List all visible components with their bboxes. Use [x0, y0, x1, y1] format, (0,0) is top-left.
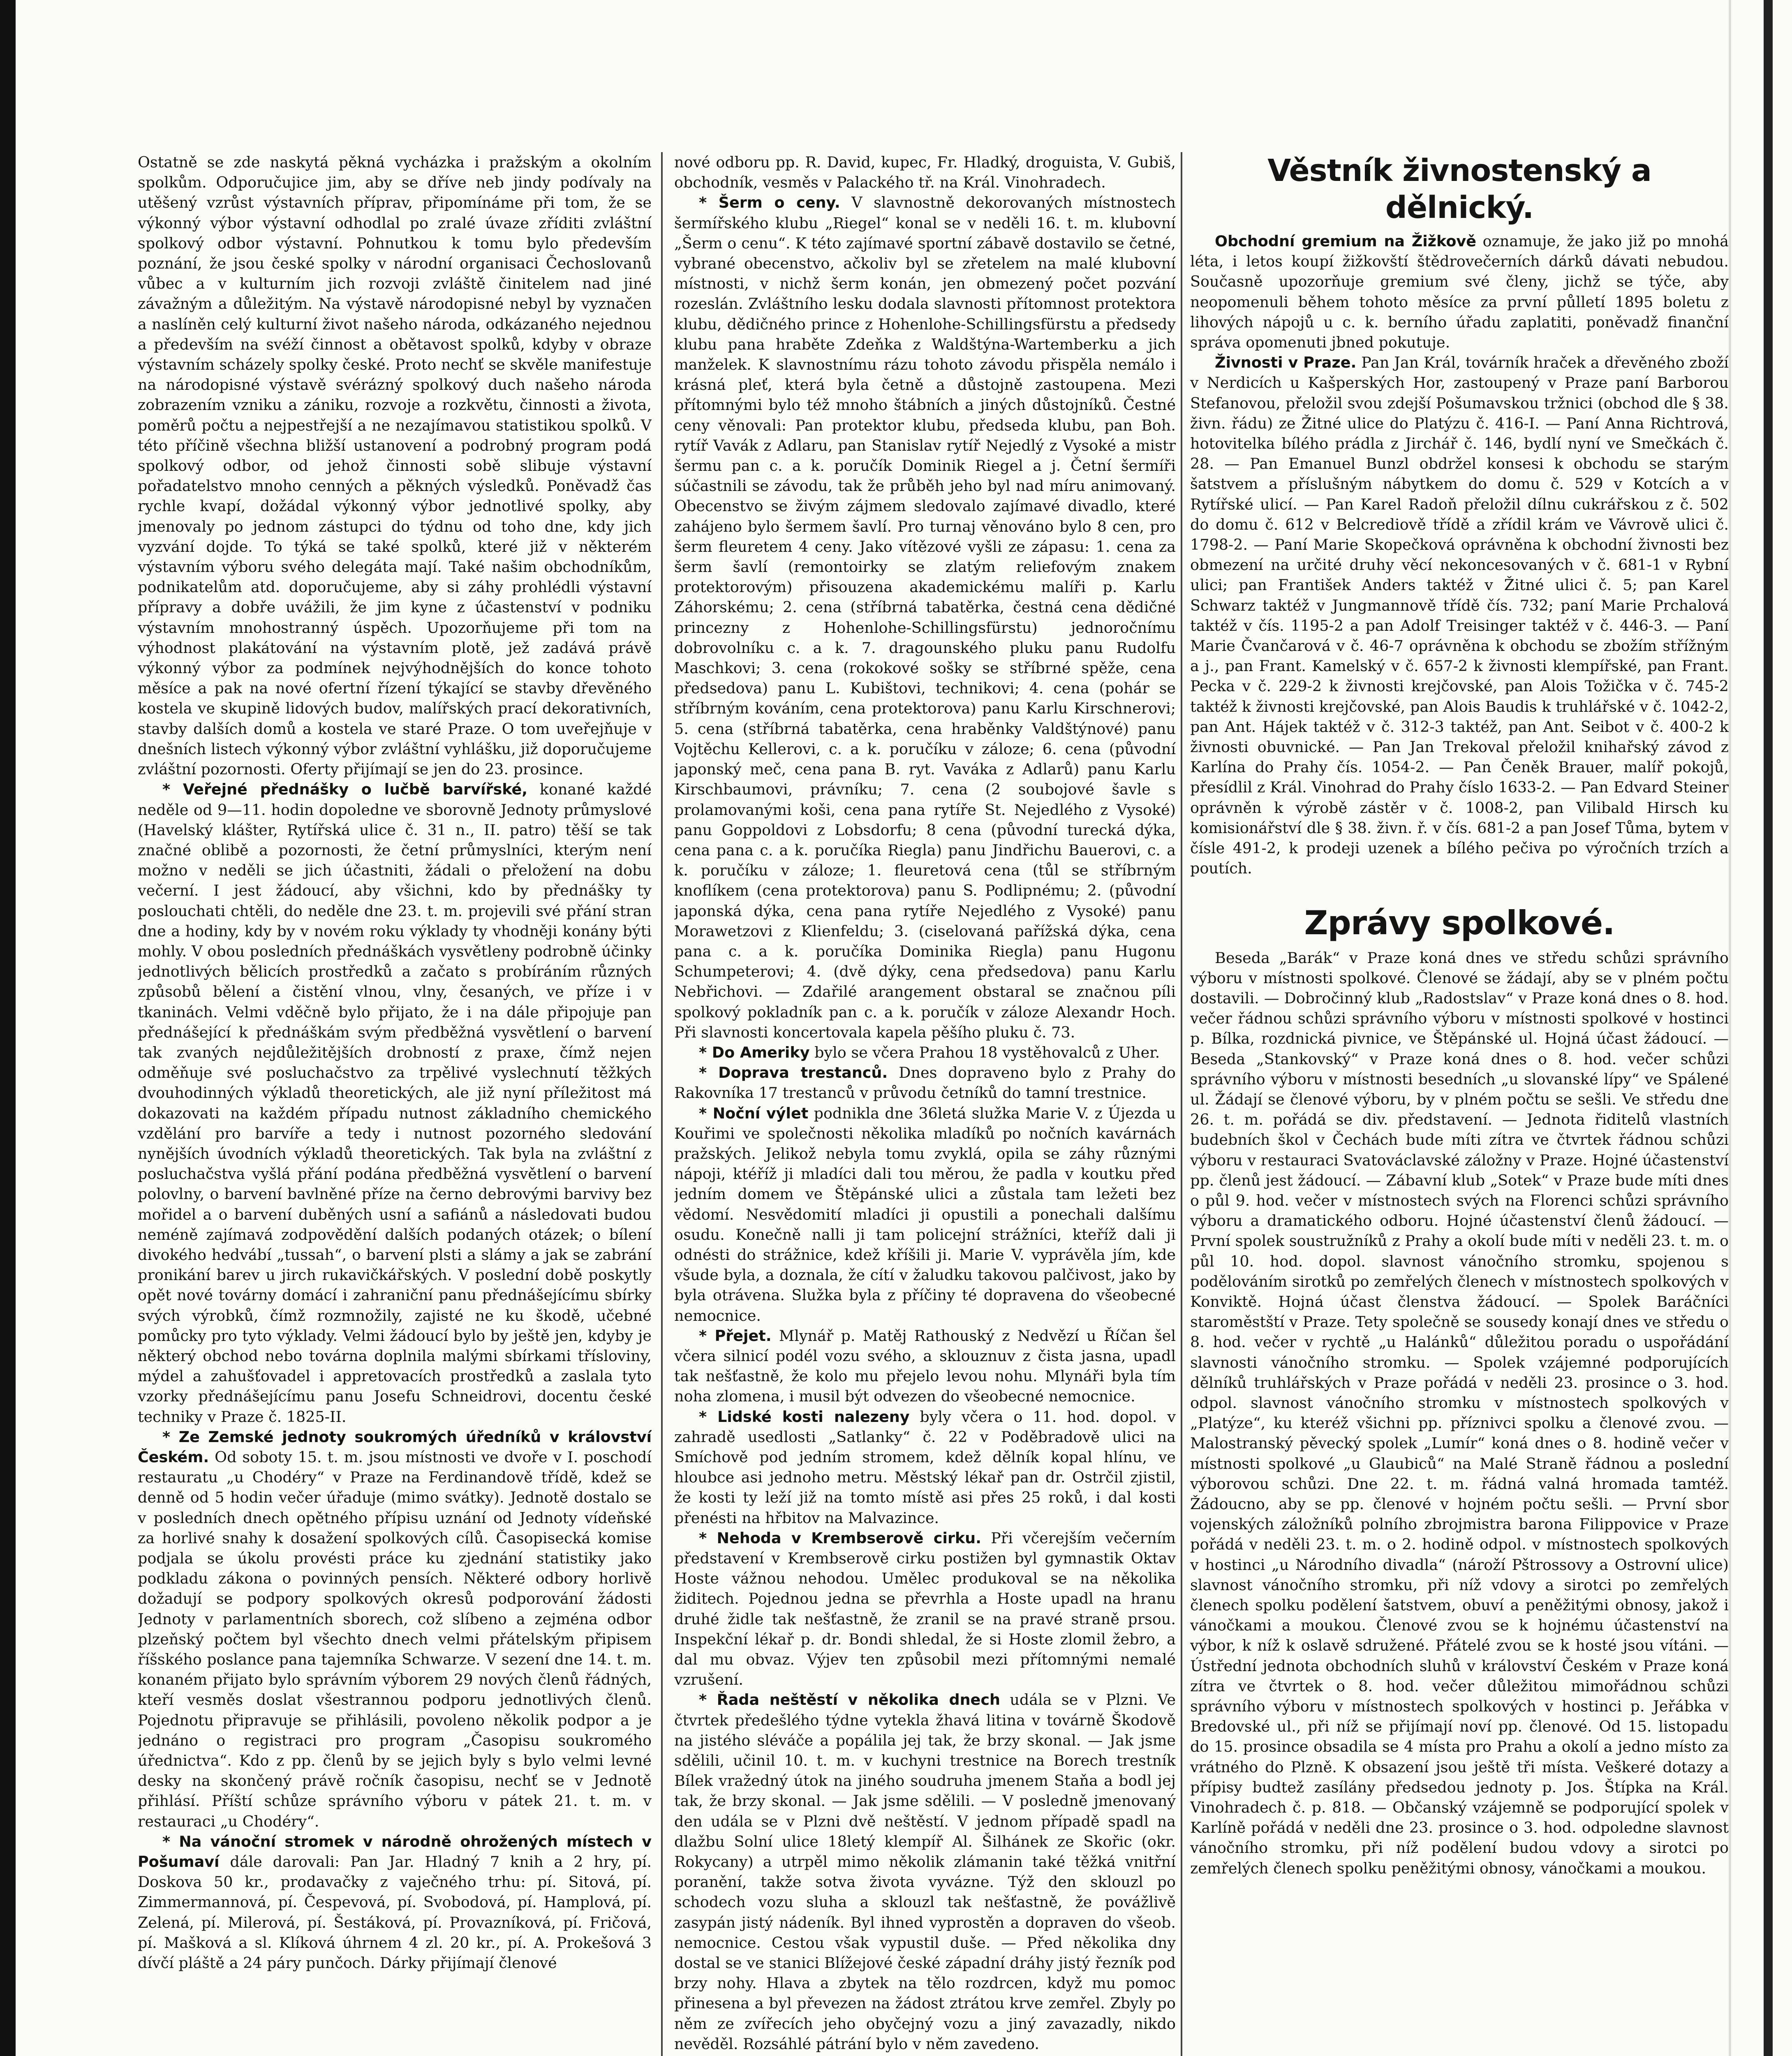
article-paragraph — [674, 1103, 1176, 1326]
article-text: oznamuje, že jako již po mnohá léta, i letos koupí žižkovští štědrovečerních dárků dávati nebudou. Současně upozorňuje gremium své členy, jichž se týče, aby neopomenuli během tohoto měsíce za první půlletí 1895 boletu z lihových nápojů u c. k. berního úřadu zaplatiti, poněvadž finanční správa opomenuti jbned pokutuje. — [1190, 232, 1729, 352]
article-text: Beseda „Barák“ v Praze koná dnes ve středu schůzi správního výboru v místnosti spolkové. Členové se žádají, aby se v plném počtu dostavili. — Dobročinný klub „Radostslav“ v Praze koná dnes o 8. hod. večer řádnou schůzi správního výboru v místnosti spolkové v hostinci p. Bílka, rozdnická pivnice, ve Štěpánské ul. Hojná účast žádoucí. — Beseda „Stankovský“ v Praze koná dnes o 8. hod. večer schůzi správního výboru v místnosti besedních „u slovanské lípy“ ve Spálené ul. Žádají se členové výboru, by v plném počtu se sešli. Ve středu dne 26. t. m. pořádá se div. představení. — Jednota řiditelů vlastních budebních škol v Čechách bude míti zítra ve čtvrtek řádnou schůzi výboru v restauraci Svatováclavské záložny v Praze. Hojné účastenství pp. členů jest žádoucí. — Zábavní klub „Sotek“ v Praze bude míti dnes o půl 9. hod. večer v místnostech svých na Florenci schůzi správního výboru a dramatického odboru. Hojné účastenství členů žádoucí. — První spolek soustružníků z Prahy a okolí bude míti v neděli 23. t. m. o půl 10. hod. dopol. slavnost vánočního stromku, spojenou s podělováním sirotků po zemřelých členech v místnostech spolkových v Konviktě. Hojná účast členstva žádoucí. — Spolek Baráčníci staroměstští v Praze. Tety společně se sousedy konají dnes ve středu o 8. hod. večer v rychtě „u Halánků“ důležitou poradu o uspořádání slavnosti vánočního stromku. — Spolek vzájemné podporujících dělníků truhlářských v Praze pořádá v neděli 23. prosince o 3. hod. odpol. slavnost vánočního stromku v místnostech spolkových v „Platýze“, ku kteréž všichni pp. příznivci spolku a členové zvou. — Malostranský pěvecký spolek „Lumír“ koná dnes o 8. hodině večer v místnosti spolkové „u Glaubiců“ na Malé Straně řádnou a poslední výborovou schůzi. Dne 22. t. m. řádná valná hromada tamtéž. Žádoucno, aby se pp. členové v hojném počtu sešli. — První sbor vojenských záložníků polního zbrojmistra barona Filippovice v Praze pořádá v neděli 23. t. m. o 2. hodině odpol. v místnostech spolkových v hostinci „u Národního divadla“ (nároží Pštrossovy a Ostrovní ulice) slavnost vánočního stromku, při níž vdovy a sirotci po zemřelých členech spolku podělení šatstvem, obuví a peněžitými obnosy, jakož i vánočkami a moukou. Členové zvou se k hojnému účastenství na výbor, k níž k oslavě sdružené. Přátelé zvou se k hosté jsou vítáni. — Ústřední jednota obchodních sluhů v království Českém v Praze koná zítra ve čtvrtek o 8. hod. večer důležitou mimořádnou schůzi správního výboru v místnostech spolkových v hostinci p. Jeřábka v Bredovské ul., při níž se přijímají noví pp. členové. Od 15. listopadu do 15. prosince obsadila se 4 místa pro Prahu a okolí a jedno místo za vrátného do Plzně. K obsazení jsou ještě tři místa. Veškeré dotazy a přípisy budtež zasílány předsedou jednoty p. Jos. Štípka na Král. Vinohradech č. p. 818. — Občanský vzájemně se podporující spolek v Karlíně pořádá v neděli dne 23. prosince o 3. hod. odpoledne slavnost vánočního stromku, při níž podělení budou vdovy a sirotci po zemřelých členech spolku peněžitými obnosy, vánočkami a moukou. — [1190, 949, 1729, 1877]
article-heading: * Veřejné přednášky o lučbě barvířské, — [162, 780, 528, 799]
article-paragraph — [1190, 231, 1729, 352]
column-rule-2 — [1181, 152, 1182, 2056]
article-paragraph — [674, 152, 1176, 192]
column-rule-1 — [661, 152, 663, 2056]
section-title-club-news: Zprávy spolkové. — [1304, 903, 1615, 942]
text-column-2 — [674, 152, 1176, 2056]
article-text: bylo se včera Prahou 18 vystěhovalců z Uher. — [814, 1043, 1160, 1061]
scan-left-border — [0, 0, 16, 2056]
article-text: nové odboru pp. R. David, kupec, Fr. Hladký, droguista, V. Gubiš, obchodník, vesměs v Palackého tř. na Král. Vinohradech. — [674, 153, 1176, 192]
article-text: dále darovali: Pan Jar. Hladný 7 knih a 2 hry, pí. Doskova 50 kr., prodavačky z vaječného trhu: pí. Sitová, pí. Zimmermannová, pí. Čespevová, pí. Svobodová, pí. Hamplová, pí. Zelená, pí. Milerová, pí. Šestáková, pí. Provazníková, pí. Fričová, pí. Mašková a sl. Klíková úhrnem 4 zl. 20 kr., pí. A. Prokešová 3 dívčí pláště a 24 páry punčoch. Dárky přijímají členové — [138, 1853, 652, 1972]
page-fold-shadow — [1729, 0, 1731, 2056]
article-text: Ostatně se zde naskytá pěkná vycházka i pražským a okolním spolkům. Odporučujice jim, aby se dříve neb jindy podívaly na utěšený vzrůst výstavních příprav, připomínáme při tom, že se výkonný výbor výstavní odhodlal po zralé úvaze zříditi zvláštní spolkový odbor výstavní. Pohnutkou k tomu bylo především poznání, že jsou české spolky v národní organisaci Čechoslovanů vůbec a v kulturním jich rozvoji zvláště činitelem nad jiné závažným a důležitým. Na výstavě národopisné nebyl by vyznačen a naslíněn celý kulturní život našeho národa, odkázaného nejednou a především na svéží činnost a obětavost spolků, kdyby v obraze výstavním scházely spolky české. Proto nechť se skvěle manifestuje na národopisné výstavě svérázný spolkový duch našeho národa zobrazením vzniku a zániku, rozvoje a rozkvětu, činnosti a života, poměrů počtu a nejpestřejší a ne nezajímavou statistikou spolků. V této příčině všechna bližší ustanovení a podrobný program podá spolkový odbor, od jehož činnosti sobě slibuje výstavní pořadatelstvo mnoho cenných a pěkných výsledků. Poněvadž čas rychle kvapí, dožádal výkonný výbor jednotlivé spolky, aby jmenovaly po jednom zástupci do týdnu od toho dne, kdy jich vyzvání dojde. To týká se také spolků, které již v některém výstavním výboru svého delegáta mají. Také našim obchodníkům, podnikatelům atd. doporučujeme, aby si záhy prohlédli výstavní přípravy a dobře uvážili, že jim kyne z účastenství v podniku výstavním mnohostranný úspěch. Upozorňujeme při tom na výhodnost plakátování na výstavním plotě, jež zadává právě výkonný výbor za podmínek nejvýhodnějších do konce tohoto měsíce a pak na nové ofertní řízení týkající se stavby dřevěného kostela ve skupině lidových budov, malířských prací dekorativních, stavby dalších domů a kostela ve staré Praze. O tom uveřejňuje v dnešních listech výkonný výbor zvláštní vyhlášku, již doporučujeme zvláštní pozornosti. Oferty přijímají se jen do 23. prosince. — [138, 153, 652, 778]
article-text: konané každé neděle od 9—11. hodin dopoledne ve sborovně Jednoty průmyslové (Havelský klášter, Rytířská ulice č. 31 n., II. patro) těší se tak značné oblibě a pozornosti, že četní průmyslníci, kterým není možno v neděli se jich účastniti, žádali o přeložení na dobu večerní. I jest žádoucí, aby všichni, kdo by přednášky ty poslouchati chtěli, do neděle dne 23. t. m. projevili své přání stran dne a hodiny, kdy by v novém roku výklady ty vhodněji konány býti mohly. V obou posledních přednáškách vysvětleny podrobně účinky jednotlivých bělicích prostředků a začato s probíráním různých způsobů bělení a čistění vlnou, vlny, česaných, ve příze i v tkaninách. Velmi vděčně bylo přijato, že i na dále připojuje pan přednášející k přednáškám svým předběžná vysvětlení o barvení tak zvaných nejdůležitějších drobností z praxe, čímž nejen odměňuje své posluchačstvo za trpělivé vyslechnutí těžkých dvouhodinných výkladů theoretických, ale již nyní příležitost má dokazovati na každém případu nutnost základního chemického vzdělání pro barvíře a tedy i nutnost pozorného sledování nynějších úvodních výkladů theoretických. Tak byla na zvláštní z posluchačstva vyšlá přání podána předběžná vysvětlení o barvení polovlny, o barvení bavlněné příze na černo debrovými barvivy bez mořidel a o barvení duběných usní a safiánů a následovati budou neméně zajímavá zodpovědění dalších podaných otázek; o bílení divokého hedvábí „tussah“, o barvení plsti a slámy a jak se zabrání pronikání barev u jirch rukavičkářských. V poslední době poskytly opět nové továrny domácí i zahraniční panu přednášejícímu sbírky svých výrobků, čímž rozmnožily, zajisté ne ku škodě, učebné pomůcky pro tyto výklady. Velmi žádoucí bylo by ještě jen, kdyby je některý obchod nebo továrna doplnila malými sbírkami třísloviny, mýdel a zahušťovadel i appretovacích prostředků a zaslala tyto vzorky přednášejícímu panu Josefu Schneidrovi, docentu české techniky v Praze č. 1825-II. — [138, 780, 652, 1426]
section-title-trade-news: Věstník živnostenský a dělnický. — [1267, 153, 1651, 225]
article-text: Dnes dopraveno bylo z Prahy do Rakovníka 17 trestanců v průvodu četníků do tamní trestnice. — [674, 1064, 1176, 1102]
text-column-1 — [138, 152, 652, 2056]
article-heading: * Doprava trestanců. — [699, 1064, 888, 1082]
article-paragraph — [674, 192, 1176, 1042]
article-heading: * Šerm o ceny. — [699, 194, 840, 212]
article-paragraph — [138, 1427, 652, 1831]
article-heading: * Nehoda v Krembserově cirku. — [699, 1529, 981, 1547]
article-heading: * Na vánoční stromek v národně ohrožených místech v Pošumaví — [138, 1832, 652, 1871]
article-heading: * Přejet. — [699, 1327, 772, 1345]
article-paragraph — [674, 1690, 1176, 2054]
article-heading: * Řada neštěstí v několika dnech — [699, 1691, 1000, 1709]
article-text: Mlynář p. Matěj Rathouský z Nedvězí u Říčan šel včera silnicí podél vozu svého, a sklouznuv z čista jasna, upadl tak nešťastně, že kolo mu přejelo levou nohu. Mlynáři byla tím noha zlomena, i musil být odvezen do všeobecné nemocnice. — [674, 1327, 1176, 1405]
article-heading: Obchodní gremium na Žižkově — [1215, 232, 1476, 250]
article-heading: * Lidské kosti nalezeny — [699, 1408, 910, 1426]
article-paragraph — [1190, 948, 1729, 1878]
article-heading: * Ze Zemské jednoty soukromých úředníků v království Českém. — [138, 1428, 652, 1466]
article-text: Pan Jan Král, továrník hraček a dřevěného zboží v Nerdicích u Kašperských Hor, zastoupený v Praze paní Barborou Stefanovou, přeložil svou zdejší Pošumavskou tržnici (obchod dle § 38. živn. řádu) ze Žitné ulice do Platýzu č. 416-I. — Paní Anna Richtrová, hotovitelka bílého prádla z Jirchář č. 146, bydlí nyní ve Smečkách č. 28. — Pan Emanuel Bunzl obdržel konsesi k obchodu se starým šatstvem a příslušným nábytkem do domu č. 529 v Kotcích a v Rytířské ulicí. — Pan Karel Radoň přeložil dílnu cukrářskou z č. 502 do domu č. 612 v Belcrediově třídě a zřídil krám ve Vávrově ulici č. 1798-2. — Paní Marie Skopečková oprávněna k obchodní živnosti bez obmezení na určité druhy věcí nekoncesovaných v č. 681-1 v Rybní ulici; pan František Anders taktéž v Žitné ulici č. 5; pan Karel Schwarz taktéž v Jungmannově třídě čís. 732; paní Marie Prchalová taktéž v čís. 1195-2 a pan Adolf Treisinger taktéž v č. 446-3. — Paní Marie Čvančarová v č. 46-7 oprávněna k obchodu se zbožím střížným a j., pan Frant. Kamelský v č. 657-2 k živnosti klempířské, pan Frant. Pecka v č. 229-2 k živnosti krejčovské, pan Alois Tožička v č. 745-2 taktéž k živnosti krejčovské, pan Alois Baudis k truhlářské v č. 1042-2, pan Ant. Hájek taktéž v č. 312-3 taktéž, pan Ant. Seibot v č. 400-2 k živnosti obuvnické. — Pan Jan Trekoval přeložil knihařský závod z Karlína do Prahy čís. 1054-2. — Pan Čeněk Brauer, malíř pokojů, přesídlil z Král. Vinohrad do Prahy číslo 1633-2. — Pan Edvard Steiner oprávněn k výrobě zástěr v č. 1008-2, pan Vilibald Hirsch ku komisionářství dle § 38. živn. ř. v čís. 681-2 a pan Josef Tůma, bytem v čísle 491-2, k prodeji uzenek a bílého pečiva po výročních trzích a poutích. — [1190, 354, 1729, 878]
article-text: byly včera o 11. hod. dopol. v zahradě usedlosti „Satlanky“ č. 22 v Poděbradově ulici na Smíchově pod jedním stromem, kdež dělník kopal hlínu, ve hloubce asi jednoho metru. Městský lékař pan dr. Ostrčil zjistil, že kosti ty leží již na tomto místě asi přes 25 roků, i dal kosti přenésti na hřbitov na Malvazince. — [674, 1408, 1176, 1527]
text-column-3 — [1190, 152, 1729, 2056]
article-text: V slavnostně dekorovaných místnostech šermířského klubu „Riegel“ konal se v neděli 16. t. m. klubovní „Šerm o cenu“. K této zajímavé sportní zábavě dostavilo se četné, vybrané obecenstvo, ačkoliv byl se zřetelem na malé klubovní místnosti, v nichž šerm konán, jen obmezený počet pozvání rozeslán. Zvláštního lesku dodala slavnosti přítomnost protektora klubu, dědičného prince z Hohenlohe-Schillingsfürstu a předsedy klubu pana hraběte Zdeňka z Waldštýna-Wartemberku a jich manželek. K slavnostnímu rázu tohoto závodu přispěla nemálo i krásná pleť, která byla četně a důstojně zastoupena. Mezi přítomnými bylo též mnoho štábních a jiných důstojníků. Čestné ceny věnovali: Pan protektor klubu, předseda klubu, pan Boh. rytíř Vavák z Adlaru, pan Stanislav rytíř Nejedlý z Vysoké a mistr šermu pan c. a k. poručík Dominik Riegel a j. Četní šermíři súčastnili se závodu, tak že průběh jeho byl nad míru animovaný. Obecenstvo se živým zájmem sledovalo zajímavé divadlo, které zahájeno bylo šermem šavlí. Pro turnaj věnováno bylo 8 cen, pro šerm fleuretem 4 ceny. Jako vítězové vyšli ze zápasu: 1. cena za šerm šavlí (remontoirky se zlatým reliefovým znakem protektorovým) přisouzena akademickému malíři p. Karlu Záhorskému; 2. cena (stříbrná tabatěrka, čestná cena dědičné princezny z Hohenlohe-Schillingsfürstu) jednoročnímu dobrovolníku c. a k. 7. dragounského pluku panu Rudolfu Maschkovi; 3. cena (rokokové sošky se stříbrné spěže, cena předsedova) panu L. Kubištovi, technikovi; 4. cena (pohár se stříbrným kováním, cena protektorova) panu Karlu Kirschnerovi; 5. cena (stříbrná tabatěrka, cena hraběnky Valdštýnové) panu Vojtěchu Kellerovi, c. a k. poručíku v záloze; 6. cena (původní japonský meč, cena pana B. ryt. Vaváka z Adlarů) panu Karlu Kirschbaumovi, právníku; 7. cena (2 soubojové šavle s prolamovanými koši, cena pana rytíře St. Nejedlého z Vysoké) panu Goppoldovi z Lobsdorfu; 8 cena (původní turecká dýka, cena pana c. a k. poručíka Riegla) panu Jindřichu Bauerovi, c. a k. poručíku v záloze; 1. fleuretová cena (tůl se stříbrným knoflíkem (cena protektorova) panu S. Podlipnému; 2. (původní japonská dýka, cena pana rytíře Nejedlého z Vysoké) panu Morawetzovi z Klienfeldu; 3. (ciselovaná pařížská dýka, cena pana c. a k. poručíka Dominika Riegla) panu Hugonu Schumpeterovi; 4. (dvě dýky, cena předsedova) panu Karlu Nebřichovi. — Zdařilé arangement obstaral se značnou píli spolkový pokladník pan c. a k. poručík v záloze Alexandr Hoch. Při slavnosti koncertovala kapela pěšího pluku č. 73. — [674, 194, 1176, 1041]
article-paragraph — [138, 1831, 652, 1973]
article-paragraph — [674, 1326, 1176, 1407]
article-paragraph — [1190, 352, 1729, 878]
article-heading: * Noční výlet — [699, 1104, 809, 1122]
article-paragraph — [138, 779, 652, 1427]
article-text: podnikla dne 36letá služka Marie V. z Újezda u Kouřimi ve společnosti několika mladíků po nočních kavárnách pražských. Jelikož nebyla tomu zvyklá, opila se záhy různými nápoji, ktéříž ji mladíci dali tou měrou, že padla v koutku před jedním domem ve Štěpánské ulici a zůstala tam ležeti bez vědomí. Nesvědomití mladíci ji opustili a ponechali dalšímu osudu. Konečně nalli ji tam policejní strážníci, kteříž dali ji odnésti do strážnice, kdež kříšili ji. Marie V. vyprávěla jím, kde všude byla, a doznala, že cítí v žaludku takovou palčivost, jako by byla otrávena. Služka byla z příčiny té dopravena do všeobecné nemocnice. — [674, 1104, 1176, 1324]
article-paragraph — [674, 1407, 1176, 1528]
scan-right-border — [1764, 0, 1773, 2056]
article-paragraph — [138, 152, 652, 779]
article-text: Od soboty 15. t. m. jsou místnosti ve dvoře v I. poschodí restauratu „u Chodéry“ v Praze na Ferdinandově třídě, kdež se denně od 5 hodin večer úřaduje (mimo svátky). Jednotě dostalo se v posledních dnech opětného přípisu uznání od Jednoty vídeňské za horlivé snahy k dosažení spolkových cílů. Časopisecká komise podjala se úkolu provésti práce ku zjednání statistiky jako podkladu zákona o povinných pensích. Některé odbory horlivě dožadují se podpory spolkových okresů podporování žádosti Jednoty v parlamentních sborech, což slíbeno a zejména odbor plzeňský počtem byl všechto dnech velmi přátelským připisem říšského poslance pana tajemníka Schwarze. V sezení dne 14. t. m. konaném přijato bylo správním výborem 29 nových členů řádných, kteří vesměs doslat všestrannou podporu jednotlivých členů. Pojednotu připravuje se přihlásili, povoleno několik podpor a je jednáno o registraci pro program „Časopisu soukromého úřednictva“. Kdo z pp. členů by se jejich byly s bylo velmi levné desky na skončený právě ročník časopisu, nechť se v Jednotě přihlásí. Příští schůze správního výboru v pátek 21. t. m. v restauraci „u Chodéry“. — [138, 1448, 652, 1830]
article-text: Při včerejším večerním představení v Krembserově cirku postižen byl gymnastik Oktav Hoste vážnou nehodou. Umělec produkoval se na několika židitech. Pojednou jedna se převrhla a Hoste upadl na hranu druhé židle tak nešťastně, že zranil se na pravé straně prsou. Inspekční lékař p. dr. Bondi shledal, že si Hoste zlomil žebro, a dal mu obvaz. Výjev ten způsobil mezi přítomnými nemalé vzrušení. — [674, 1529, 1176, 1689]
article-heading: * Do Ameriky — [699, 1043, 810, 1061]
article-heading: Živnosti v Praze. — [1215, 354, 1357, 372]
article-paragraph — [674, 1063, 1176, 1103]
article-text: udála se v Plzni. Ve čtvrtek předešlého týdne vytekla žhavá litina v továrně Škodově na jistého sléváče a popálila jej tak, že brzy skonal. — Jak jsme sdělili, učinil 10. t. m. v kuchyni trestnice na Borech trestník Bílek vražedný útok na jiného soudruha jmenem Staňa a bodl jej tak, že brzy skonal. — Jak jsme sdělili. — V posledně jmenovaný den udála se v Plzni dvě neštěstí. V jednom případě spadl na dlažbu Solní ulice 18letý klempíř Al. Šilhánek ze Skořic (okr. Rokycany) a utrpěl mimo několik zlámanin také těžká vnitřní poranění, takže sotva života vyvázne. Týž den sklouzl po schodech vozu sluha a sklouzl tak nešťastně, že povážlivě zasypán jistý nádeník. Byl ihned vyprostěn a dopraven do všeob. nemocnice. Cestou však vypustil duše. — Před několika dny dostal se ve stanici Blížejové české západní dráhy jistý řezník pod brzy nohy. Hlava a zbytek na tělo rozdrcen, když mu pomoc přinesena a byl převezen na žádost ztrátou krve zemřel. Zbyly po něm ze zvířecích jeho obyčejný vozu a jiný zavazadly, nikdo nevěděl. Rozsáhlé pátrání bylo v něm zavedeno. — [674, 1691, 1176, 2053]
article-paragraph — [674, 1528, 1176, 1690]
article-paragraph — [674, 1042, 1176, 1063]
